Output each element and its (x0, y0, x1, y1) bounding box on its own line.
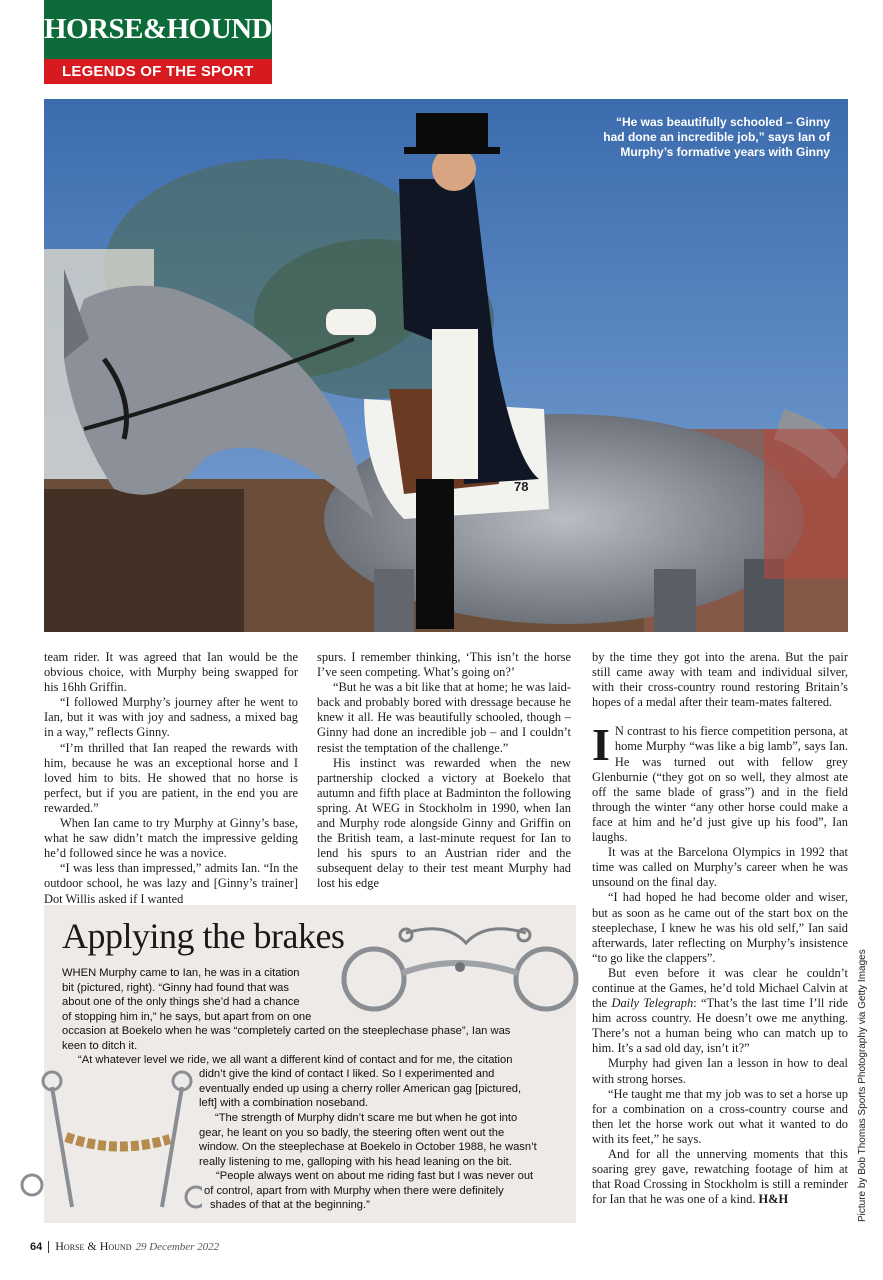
photo-caption: “He was beautifully schooled – Ginny had done an incredible job,” says Ian of Murphy’s formative years with Ginny (603, 115, 830, 159)
paragraph (592, 1147, 848, 1207)
magazine-logo[interactable]: HORSE&HOUND (44, 0, 272, 59)
text-line: left] with a combination noseband. (199, 1097, 369, 1110)
citation-bit-image (336, 923, 584, 1015)
article-column-3 (592, 650, 848, 1207)
page-footer (30, 1239, 219, 1254)
text-line: “At whatever level we ride, we all want a different kind of contact and for me, the citation (78, 1054, 513, 1066)
paragraph-text: N contrast to his fierce competition persona, at home Murphy “was like a big lamb”, says Ian. He was turned out with fellow grey Glenburnie (“they got on so well, they almost ate off the same blade of grass”) and in the field through the winter “any other horse could make a face at him and he’d just give up his food”, Ian laughs. (592, 724, 848, 845)
text-line: about one of the only things she’d had a chance (62, 996, 300, 1009)
masthead (44, 0, 272, 84)
text-line: window. On the steeplechase at Boekelo in October 1988, he wasn’t (199, 1141, 537, 1154)
paragraph: It was at the Barcelona Olympics in 1992 that time was called on Murphy’s career when he was unsound on the final day. (592, 845, 848, 890)
article-column-1 (44, 650, 298, 907)
paragraph: by the time they got into the arena. But the pair still came away with team and individual silver, with their cross-country round restoring Britain’s hopes of a medal after their team-mates faltered. (592, 650, 848, 710)
paragraph: “I’m thrilled that Ian reaped the rewards with him, because he was an exceptional horse and I loved him to bits. He showed that no horse is perfect, but if you are patient, in the end you are rewarded.” (44, 740, 298, 815)
text-line: of control, apart from with Murphy when there were definitely (204, 1184, 504, 1197)
hero-photo (44, 99, 848, 632)
paragraph: “He taught me that my job was to set a horse up for a combination on a cross-country course and then let the horse work out what it wanted to do with its feet,” he says. (592, 1086, 848, 1146)
paragraph-text: And for all the unnerving moments that this soaring grey gave, rewatching footage of him at that Road Crossing in Stockholm is still a reminder for Ian that he was one of a kind. (592, 1147, 848, 1207)
photo-credit: Picture by Bob Thomas Sports Photography via Getty Images (857, 949, 868, 1222)
paragraph: “I was less than impressed,” admits Ian. “In the outdoor school, he was lazy and [Ginny’s trainer] Dot Willis asked if I wanted (44, 861, 298, 906)
boxout-title: Applying the brakes (62, 916, 345, 956)
boxout-intro (62, 966, 342, 1024)
paragraph: “I had hoped he had become older and wiser, but as soon as he came out of the start box on the steeplechase, I knew he was his old self,” Ian said afterwards, later reflecting on Murphy’s insistence “to go like the clappers”. (592, 890, 848, 965)
text-line: “The strength of Murphy didn’t scare me but when he got into (215, 1112, 518, 1124)
text-line: occasion at Boekelo when he was “completely carted on the steeplechase phase”, Ian was (62, 1025, 511, 1037)
publication-name: Daily Telegraph (611, 996, 694, 1011)
signoff: H&H (758, 1192, 789, 1207)
boxout-quote-start (78, 1053, 568, 1068)
text-line: really listening to me, galloping with his head leaning on the bit. (199, 1155, 512, 1168)
footer-date: 29 December 2022 (135, 1240, 220, 1253)
saddlecloth-number: 78 (514, 479, 529, 494)
boxout-quote-body (199, 1067, 569, 1111)
text-line: keen to ditch it. (62, 1039, 138, 1052)
paragraph: His instinct was rewarded when the new partnership clocked a victory at Boekelo that autumn and fifth place at Badminton the following spring. At WEG in Stockholm in 1990, when Ian and Murphy rode alongside Ginny and Griffin on the British team, a last-minute request for Ian to lend his spurs to an Austrian rider and the subsequent delay to their test meant Murphy had lost his edge (317, 755, 571, 891)
boxout-para-2 (199, 1111, 569, 1169)
text-line: “People always went on about me riding fast but I was never out (216, 1170, 534, 1182)
boxout-applying-the-brakes (44, 905, 576, 1223)
text-line: eventually ended up using a cherry roller American gag [pictured, (199, 1082, 522, 1095)
dropcap-letter: I (592, 719, 610, 771)
footer-magazine: Horse & Hound (55, 1239, 132, 1253)
paragraph: “But he was a bit like that at home; he was laid-back and probably bored with dressage because he knew it all. He was beautifully schooled, though –Ginny had done an incredible job – and I couldn’t resist the temptation of the challenge.” (317, 680, 571, 755)
boxout-para-3 (204, 1169, 569, 1213)
paragraph-text: : “That’s the last time I’ll ride him across country. He doesn’t owe me anything. There’s not a human being who can match up to him. It’s a sad old day, isn’t it?” (592, 996, 848, 1056)
text-line: of stopping him in,” he says, but apart from on one (62, 1010, 312, 1023)
text-line: gear, he leant on you so badly, the steering often went out the (199, 1126, 505, 1139)
paragraph: When Ian came to try Murphy at Ginny’s base, what he saw didn’t match the impressive gelding he’d followed since he was a novice. (44, 816, 298, 861)
paragraph: spurs. I remember thinking, ‘This isn’t the horse I’ve seen competing. What’s going on?’ (317, 650, 571, 680)
paragraph (592, 966, 848, 1057)
section-label: LEGENDS OF THE SPORT (44, 59, 272, 84)
text-line: bit (pictured, right). “Ginny had found that was (62, 981, 289, 994)
dressage-horse-illustration (44, 99, 848, 632)
paragraph: “I followed Murphy’s journey after he went to Ian, but it was with joy and sadness, a mixed bag in a way,” reflects Ginny. (44, 695, 298, 740)
paragraph: team rider. It was agreed that Ian would be the obvious choice, with Murphy being swapped for his 16hh Griffin. (44, 650, 298, 695)
dropcap-paragraph (592, 719, 848, 845)
page-number: 64 (30, 1241, 49, 1253)
paragraph: Murphy had given Ian a lesson in how to deal with strong horses. (592, 1056, 848, 1086)
article-column-2 (317, 650, 571, 892)
paragraph-text: But even before it was clear he couldn’t continue at the Games, he’d told Michael Calvin at the (592, 965, 848, 1011)
boxout-intro-cont (62, 1024, 562, 1053)
text-line: shades of that at the beginning.” (210, 1199, 370, 1212)
cherry-roller-gag-image (12, 1067, 202, 1215)
text-line: didn’t give the kind of contact I liked. So I experimented and (199, 1068, 495, 1080)
text-line: WHEN Murphy came to Ian, he was in a citation (62, 967, 300, 979)
